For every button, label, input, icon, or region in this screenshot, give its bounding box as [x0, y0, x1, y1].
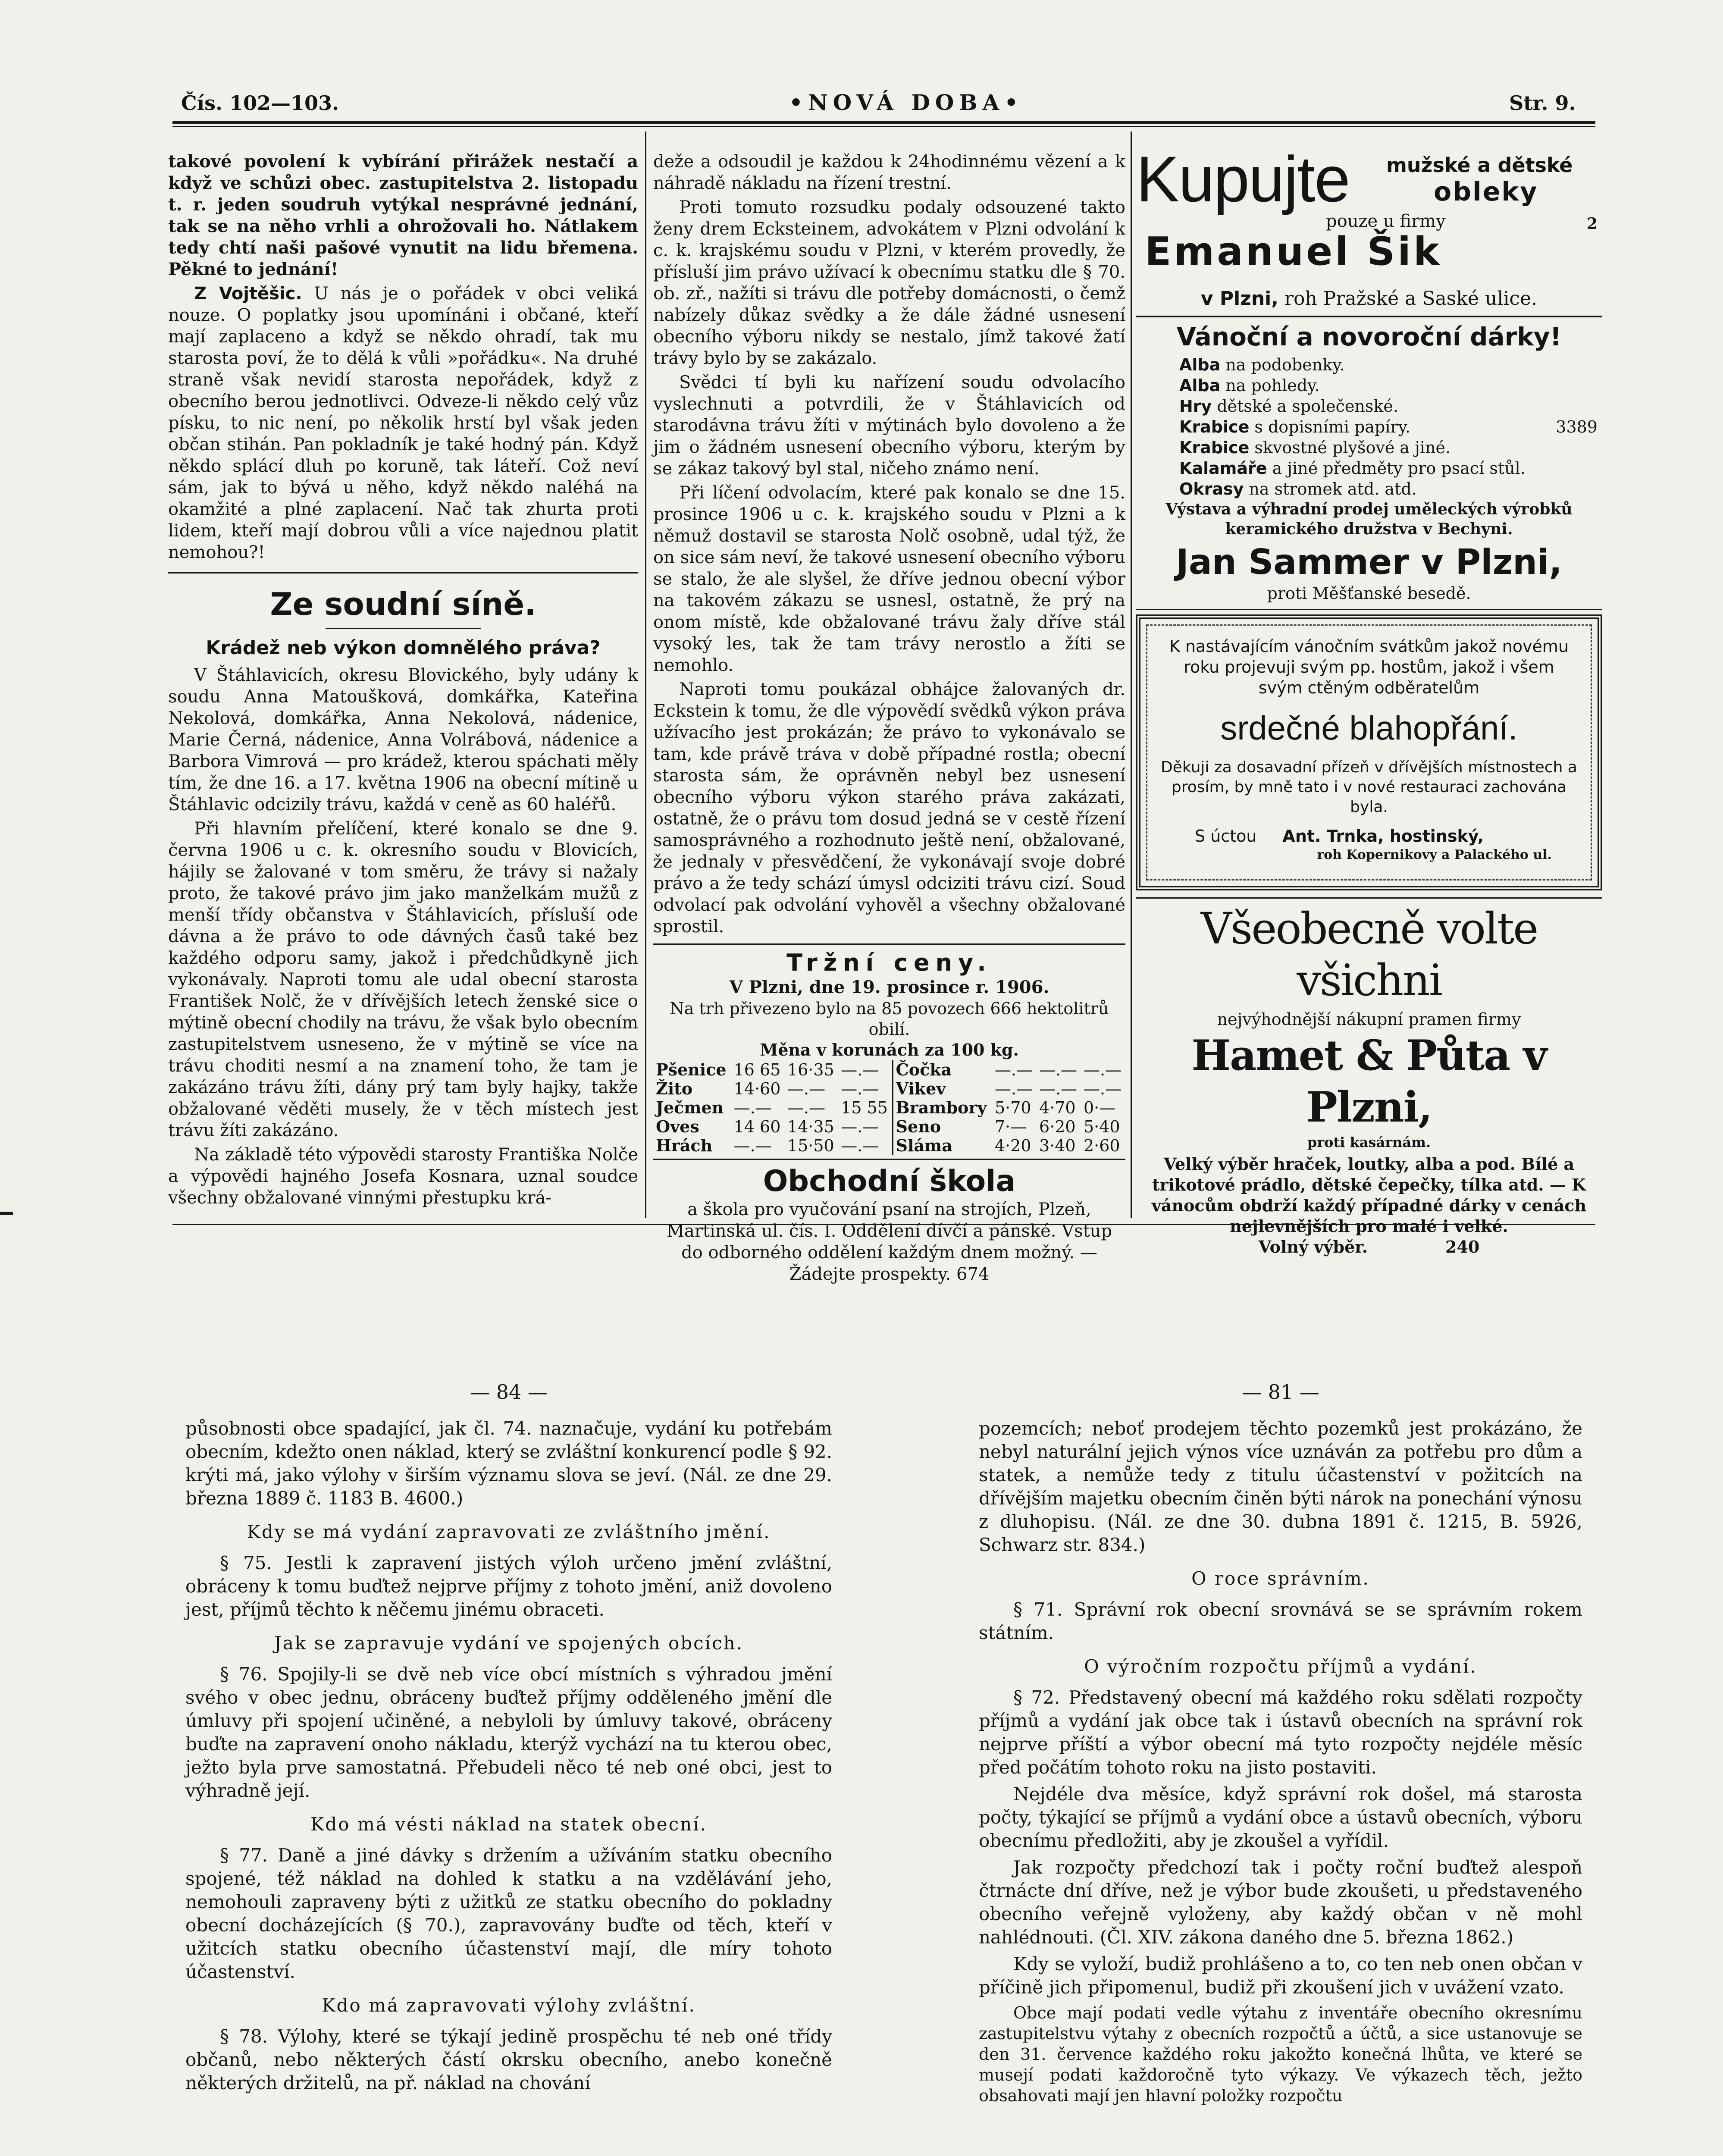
market-price: —.— [1083, 1079, 1122, 1098]
ad-greeting-sign-name: Ant. Trnka, hostinský, [1282, 827, 1484, 846]
market-price: —.— [994, 1079, 1033, 1098]
market-price: —.— [1039, 1060, 1078, 1079]
section-rule [168, 572, 638, 573]
market-commodity: Hrách [656, 1136, 713, 1155]
market-price: —.— [841, 1117, 879, 1136]
ad-kupujte-big: Kupujte [1136, 143, 1350, 215]
market-price: 6·20 [1039, 1117, 1076, 1136]
market-price: 4·70 [1039, 1098, 1076, 1117]
header-rule [172, 121, 1595, 124]
ad-xmas-item-text: na stromek atd. atd. [1249, 479, 1417, 498]
ad-hamet-sub: proti kasárnám. [1307, 1134, 1431, 1150]
ad-xmas-item [1179, 417, 1602, 437]
book-paragraph: § 78. Výlohy, které se týkají jedině prospěchu té neb oné třídy občanů, nebo některých částí okrsku obecního, anebo konečně některých držitelů, na př. náklad na chování [185, 2026, 832, 2093]
ad-xmas-item [1179, 396, 1602, 417]
issue-number: Čís. 102—103. [181, 91, 339, 115]
section-title: Ze soudní síně. [270, 586, 536, 622]
market-price: 14·60 [733, 1079, 781, 1098]
ad-xmas-item-name: Alba [1179, 376, 1221, 395]
book-page-right [979, 1380, 1582, 2109]
ad-greeting-intro: K nastávajícím vánočním svátkům jakož novému roku projevuji svým pp. hostům, jakož i všem svým ctěným odběratelům [1169, 637, 1569, 697]
book-heading: Kdo má vésti náklad na statek obecní. [310, 1814, 707, 1835]
market-commodity: Čočka [893, 1060, 992, 1079]
market-date: V Plzni, dne 19. prosince r. 1906. [729, 977, 1049, 997]
market-table [653, 1060, 1125, 1155]
ad-xmas-item-name: Kalamáře [1179, 459, 1267, 478]
market-commodity: Oves [656, 1117, 699, 1136]
ad-divider [1136, 609, 1602, 610]
market-commodity: Sláma [893, 1136, 992, 1155]
margin-mark [0, 1212, 13, 1215]
market-price: 16·35 [787, 1060, 834, 1079]
market-price: —.— [787, 1098, 825, 1117]
ad-kupujte-number: 2 [1586, 215, 1598, 233]
ad-xmas-item-name: Okrasy [1179, 479, 1244, 498]
page-number: Str. 9. [1509, 91, 1576, 115]
book-page-left [185, 1380, 832, 2098]
ad-kupujte-sub2: obleky [1434, 177, 1538, 207]
market-row [653, 1060, 1125, 1079]
article-paragraph: deže a odsoudil je každou k 24hodinnému vězení a k náhradě nákladu na řízení trestní. [653, 152, 1125, 193]
ad-xmas-item-name: Krabice [1179, 417, 1250, 436]
article-paragraph: Na základě této výpovědi starosty Františka Nolče a výpovědi hajného Josefa Kosnara, uznal soudce všechny obžalované vinnými přestupku krá- [168, 1145, 638, 1208]
book-heading: O roce správním. [1191, 1568, 1370, 1589]
ad-exhibit: Výstava a výhradní prodej uměleckých výrobků keramického družstva v Bechyni. [1165, 500, 1573, 538]
book-paragraph: Kdy se vyloží, budiž prohlášeno a to, co ten neb onen občan v příčině jich připomenul, budiž při zkoušení jich v uvážení vzato. [979, 1953, 1582, 1998]
article-paragraph: Při líčení odvolacím, které pak konalo se dne 15. prosince 1906 u c. k. krajského soudu v Plzni a k němuž dostavil se starosta Nolč osobně, udal týž, že on sice sám neví, že takové usnesení obecního výboru se stalo, že ale slyšel, že dříve jednou obecní výbor na takovém zákazu se usnesl, ostatně, že prý na onom místě, kde obžalované trávu žaly dříve stál vysoký les, tak že tam trávy nerostlo a žíti se nemohlo. [653, 483, 1125, 675]
ad-xmas-item-number: 3389 [1556, 417, 1598, 436]
market-price: 0·— [1083, 1098, 1116, 1117]
ad-xmas-item-text: na pohledy. [1225, 376, 1320, 395]
book-paragraph: působnosti obce spadající, jak čl. 74. naznačuje, vydání ku potřebám obecním, kdežto onen náklad, který se zvláštní konkurencí podle § 92. krýti má, jako výlohy v širším významu slova se jeví. (Nál. ze dne 29. března 1889 č. 1183 B. 4600.) [185, 1418, 832, 1509]
ad-greeting-sign [1160, 826, 1578, 846]
market-commodity: Žito [656, 1079, 693, 1098]
school-title: Obchodní škola [763, 1164, 1016, 1198]
ad-sik-name: Emanuel Šik [1145, 229, 1442, 274]
ad-hamet-number: 240 [1445, 1237, 1480, 1257]
book-paragraph: § 71. Správní rok obecní srovnává se se správním rokem státním. [979, 1599, 1582, 1643]
ad-sik-street: roh Pražské a Saské ulice. [1278, 288, 1538, 310]
book-heading: Kdo má zapravovati výlohy zvláštní. [322, 1995, 696, 2016]
ad-vseobecne: Všeobecně volte všichni [1200, 903, 1538, 1006]
ad-hamet-name: Hamet & Půta v Plzni, [1191, 1031, 1547, 1131]
ad-divider [1136, 316, 1602, 317]
market-row [653, 1136, 1125, 1155]
ad-sik-city: v Plzni, [1200, 288, 1278, 310]
ad-sammer-name: Jan Sammer v Plzni, [1176, 542, 1562, 582]
ad-xmas-list [1136, 354, 1602, 499]
book-paragraph: § 76. Spojily-li se dvě neb více obcí místních s výhradou jmění svého v obec jednu, obráceny buďtež příjmy odděleného jmění dle úmluvy při spojení učiněné, a nebyloli by úmluvy takové, obráceny buďte na zapravení onoho nákladu, kterýž vychází na tu kterou obec, ježto byla prve samostatná. Přebudeli něco té neb oné obci, jest to výhradně její. [185, 1664, 832, 1801]
market-commodity: Seno [893, 1117, 992, 1136]
ad-vseobecne-sub: nejvýhodnější nákupní pramen firmy [1217, 1010, 1521, 1029]
ad-kupujte [1136, 143, 1602, 289]
column-2 [653, 151, 1125, 1288]
book-paragraph: § 72. Představený obecní má každého roku sdělati rozpočty příjmů a vydání jak obce tak i ústavů obecních na správní rok nejprve příští a výbor obecní má tyto rozpočty nejdéle měsíc před počátím tohoto roku na jisto postaviti. [979, 1687, 1582, 1778]
article-text: U nás je o pořádek v obci veliká nouze. O poplatky jsou upomínáni i občané, kteří mají zaplaceno a když se někdo ohradí, tak mu starosta poví, že to dělá k vůli »pořádku«. Na druhé straně však nevidí starosta nepořádek, když z obecního berou jednotlivci. Odveze-li někdo celý vůz písku, to nic není, po několik hrstí byl však jeden občan stihán. Pan pokladník je také hodný pán. Když někdo splácí dluh po koruně, tak láteří. Což neví sám, jak to bývá u něho, když někdo naléhá na okamžité a plné zaplacení. Nač tak zhurta proti lidem, kteří mají dobrou vůli a více najednou platit nemohou?! [168, 284, 638, 562]
market-price: —.— [841, 1136, 879, 1155]
ad-xmas-item-text: s dopisními papíry. [1254, 417, 1411, 436]
ad-divider [1136, 897, 1602, 899]
market-commodity: Brambory [893, 1098, 992, 1117]
article-paragraph [168, 283, 638, 563]
market-commodity: Pšenice [656, 1060, 727, 1079]
market-price: 7·— [994, 1117, 1027, 1136]
market-price: 14·35 [787, 1117, 834, 1136]
article-paragraph: takové povolení k vybírání přirážek nestačí a když ve schůzi obec. zastupitelstva 2. listopadu t. r. jeden soudruh vytýkal nesprávné jednání, tak se na něho vrhli a ohrožovali ho. Nátlakem tedy chtí naši pašové vynutit na lidu břemena. Pěkné to jednání! [168, 151, 638, 279]
ad-sammer-sub: proti Měšťanské besedě. [1267, 584, 1471, 603]
market-price: —.— [841, 1060, 879, 1079]
market-unit: Měna v korunách za 100 kg. [760, 1040, 1019, 1059]
market-price: 3·40 [1039, 1136, 1076, 1155]
market-title: Tržní ceny. [786, 949, 992, 976]
article-paragraph: Proti tomuto rozsudku podaly odsouzené takto ženy drem Ecksteinem, advokátem v Plzni odvolání k c. k. krajskému soudu v Plzni, v kterém provedly, že přísluší jim právo užívací k obecnímu statku dle § 70. ob. zř., nažíti si trávu dle potřeby domácnosti, o čemž nabízely důkaz svědky a že dále žádné usnesení obecního výboru nikdy se nestalo, jímž takové žatí trávy bylo by se zakázalo. [653, 197, 1125, 368]
market-price: 15 55 [841, 1098, 888, 1117]
ad-xmas-title: Vánoční a novoroční dárky! [1176, 322, 1562, 351]
ad-greeting-thanks: Děkuji za dosavadní přízeň v dřívějších místnostech a prosím, by mně tato i v nové restauraci zachována byla. [1161, 758, 1577, 816]
ad-xmas-item [1179, 479, 1602, 499]
ad-xmas-item-name: Hry [1179, 397, 1212, 416]
book-paragraph: pozemcích; neboť prodejem těchto pozemků jest prokázáno, že nebyl naturální jejich výnos více uznáván za potřebu pro dům a statek, a nemůže tedy z titulu účastenství v požitcích na dřívějším majetku obecním činěn býti nárok na ponechání výnosu z dluhopisu. (Nál. ze dne 30. dubna 1891 č. 1215, B. 5926, Schwarz str. 834.) [979, 1418, 1582, 1555]
article-paragraph: Při hlavním přelíčení, které konalo se dne 9. června 1906 u c. k. okresního soudu v Blovicích, hájily se žalované v tom směru, že trávy si nažaly proto, že takové právo jim jako manželkám mužů z menší třídy občanstva v Štáhlavicích, přísluší ode dávna a že právo to ode dávných časů také bez každého odporu samy, jakož i předchůdkyně jich vykonávaly. Naproti tomu ale udal obecní starosta František Nolč, že v dřívějších letech ženské sice o mýtině obecní chodily na trávu, že však bylo obecním zastupitelstvem usneseno, že v mýtině se více na trávu choditi nesmí a na znamení toho, že tam je zakázáno trávu žíti, dány prý tam byly hajky, takže obžalované věděti musely, že v těch místech jest trávu žíti zakázáno. [168, 819, 638, 1141]
market-commodity: Vikev [893, 1079, 992, 1098]
book-page-number: — 81 — [1242, 1380, 1319, 1404]
ad-xmas-item-text: dětské a společenské. [1217, 397, 1398, 416]
ad-greeting-sign-address: roh Kopernikovy a Palackého ul. [1317, 847, 1552, 862]
ad-xmas-item [1179, 375, 1602, 396]
column-1 [168, 151, 638, 1211]
header-rule-thin [172, 126, 1595, 127]
section-rule [653, 1159, 1125, 1160]
ad-xmas-item-name: Alba [1179, 355, 1221, 374]
section-title-rule [326, 628, 481, 629]
book-paragraph: Jak rozpočty předchozí tak i počty roční buďtež alespoň čtrnácte dní dříve, než je výbor bude zkoušeti, u představeného obecního veřejně vyloženy, aby každý občan v ně mohl nahlédnouti. (Čl. XIV. zákona daného dne 5. března 1862.) [979, 1857, 1582, 1948]
market-price: —.— [1083, 1060, 1122, 1079]
market-price: —.— [841, 1079, 879, 1098]
ad-hamet-footer [1136, 1237, 1602, 1257]
book-heading: Kdy se má vydání zapravovati ze zvláštního jmění. [247, 1521, 771, 1542]
article-paragraph: Naproti tomu poukázal obhájce žalovaných dr. Eckstein k tomu, že dle výpovědí svědků výkon práva užívacího jest prokázán; že právo to vykonávalo se tam, kde právě tráva v době případné rostla; obecní starosta sám, že oprávněn nebyl bez usnesení obecního výboru výkon starého práva zakázati, ostatně, že o právu tom dosud jedná se v cestě řízení samosprávného a rozhodnuto ještě není, obžalované, že jednaly v přesvědčení, že vykonávají svoje dobré právo a že tedy schází úmysl odciziti trávu cizí. Soud odvolací pak odvolání vyhověl a všechny obžalované sprostil. [653, 680, 1125, 937]
book-paragraph: Nejdéle dva měsíce, když správní rok došel, má starosta počty, týkající se příjmů a vydání obce a ústavů obecních, výboru obecnímu předložiti, aby je zkoušel a vyřídil. [979, 1783, 1582, 1851]
market-price: —.— [787, 1079, 825, 1098]
ad-xmas-item-text: a jiné předměty pro psací stůl. [1272, 459, 1526, 478]
market-row [653, 1117, 1125, 1136]
market-note: Na trh přivezeno bylo na 85 povozech 666 hektolitrů obilí. [670, 999, 1109, 1039]
market-commodity: Ječmen [656, 1098, 724, 1117]
ad-kupujte-only: pouze u firmy [1326, 211, 1446, 231]
ad-xmas-item [1179, 458, 1602, 479]
section-rule [653, 943, 1125, 945]
market-row [653, 1098, 1125, 1117]
ad-xmas-item-name: Krabice [1179, 438, 1250, 457]
market-price: —.— [994, 1060, 1033, 1079]
ad-sik-address [1136, 287, 1602, 310]
column-rule [645, 132, 646, 1218]
article-subtitle: Krádež neb výkon domnělého práva? [206, 637, 601, 659]
ads-column [1136, 143, 1602, 1257]
market-row [653, 1079, 1125, 1098]
ad-kupujte-sub1: mužské a dětské [1386, 154, 1573, 177]
book-paragraph: Obce mají podati vedle výtahu z inventáře obecního okresnímu zastupitelstvu výtahy z obecních rozpočtů a účtů, a sice ustanovuje se den 31. července každého roku jakožto konečná lhůta, ve které se musejí podati každoročně tyto výkazy. Ve výkazech těch, ježto obsahovati mají jen hlavní položky rozpočtu [979, 2003, 1582, 2105]
ad-greeting-sign-lead: S úctou [1195, 827, 1257, 846]
market-price: 2·60 [1083, 1136, 1120, 1155]
article-lead: Z Vojtěšic. [194, 284, 302, 304]
column-rule [1131, 132, 1132, 1218]
school-text [653, 1199, 1125, 1285]
ad-hamet-free: Volný výběr. [1258, 1237, 1368, 1257]
market-price: —.— [733, 1098, 772, 1117]
market-price: 5·70 [994, 1098, 1031, 1117]
book-heading: Jak se zapravuje vydání ve spojených obcích. [274, 1633, 744, 1654]
market-price: —.— [1039, 1079, 1078, 1098]
market-price: 16 65 [733, 1060, 781, 1079]
ad-greeting-box [1136, 614, 1602, 890]
market-price: 5·40 [1083, 1117, 1120, 1136]
newspaper-title: •NOVÁ DOBA• [789, 90, 1024, 115]
school-number: 674 [956, 1264, 990, 1284]
book-page-number: — 84 — [470, 1380, 548, 1404]
market-price: 4·20 [994, 1136, 1031, 1155]
ad-xmas-item-text: na podobenky. [1225, 355, 1345, 374]
market-price: —.— [733, 1136, 772, 1155]
market-price: 14 60 [733, 1117, 781, 1136]
book-paragraph: § 75. Jestli k zapravení jistých výloh určeno jmění zvláštní, obráceny k tomu buďtež nejprve příjmy z tohoto jmění, aniž dovoleno jest, příjmů těchto k něčemu jinému obraceti. [185, 1552, 832, 1620]
market-price: 15·50 [787, 1136, 834, 1155]
ad-xmas-item [1179, 354, 1602, 375]
book-heading: O výročním rozpočtu příjmů a vydání. [1084, 1656, 1477, 1677]
ad-xmas-item-text: skvostné plyšové a jiné. [1254, 438, 1451, 457]
book-paragraph: § 77. Daně a jiné dávky s držením a užíváním statku obecního spojené, též náklad na dohled k statku a na vzdělávání jeho, nemohouli zapraveny býti z užitků ze statku obecního do pokladny obecní docházejících (§ 70.), zapravovány buďte od těch, kteří v užitcích statku obecního účastenství mají, dle míry tohoto účastenství. [185, 1845, 832, 1982]
article-paragraph: V Štáhlavicích, okresu Blovického, byly udány k soudu Anna Matoušková, domkářka, Kateřina Nekolová, domkářka, Anna Nekolová, nádenice, Marie Černá, nádenice, Anna Volrábová, nádenice a Barbora Vimrová — pro krádež, kterou spáchati měly tím, že dne 16. a 17. května 1906 na obecní mítině u Štáhlavic odcizily trávu, každá v ceně as 60 haléřů. [168, 665, 638, 815]
article-paragraph: Svědci tí byli ku nařízení soudu odvolacího vyslechnuti a potvrdili, že v Štáhlavicích od starodávna trávu žíti v mýtinách bylo dovoleno a že jim o žádném usnesení obecního výboru, kterým by se zákaz takový byl stal, ničeho známo není. [653, 373, 1125, 479]
ad-greeting-big: srdečné blahopřání. [1220, 709, 1518, 747]
ad-hamet-text: Velký výběr hraček, loutky, alba a pod. Bílé a trikotové prádlo, dětské čepečky, tílka atd. — K vánocům obdrží každý případné dárky v cenách nejlevnějších pro malé i velké. [1151, 1154, 1587, 1236]
school-body: a škola pro vyučování psaní na strojích, Plzeň, Martinská ul. čís. I. Oddělení dívčí a pánské. Vstup do odborného oddělení každým dnem možný. — Žádejte prospekty. [666, 1200, 1112, 1284]
ad-xmas-item [1179, 437, 1602, 458]
